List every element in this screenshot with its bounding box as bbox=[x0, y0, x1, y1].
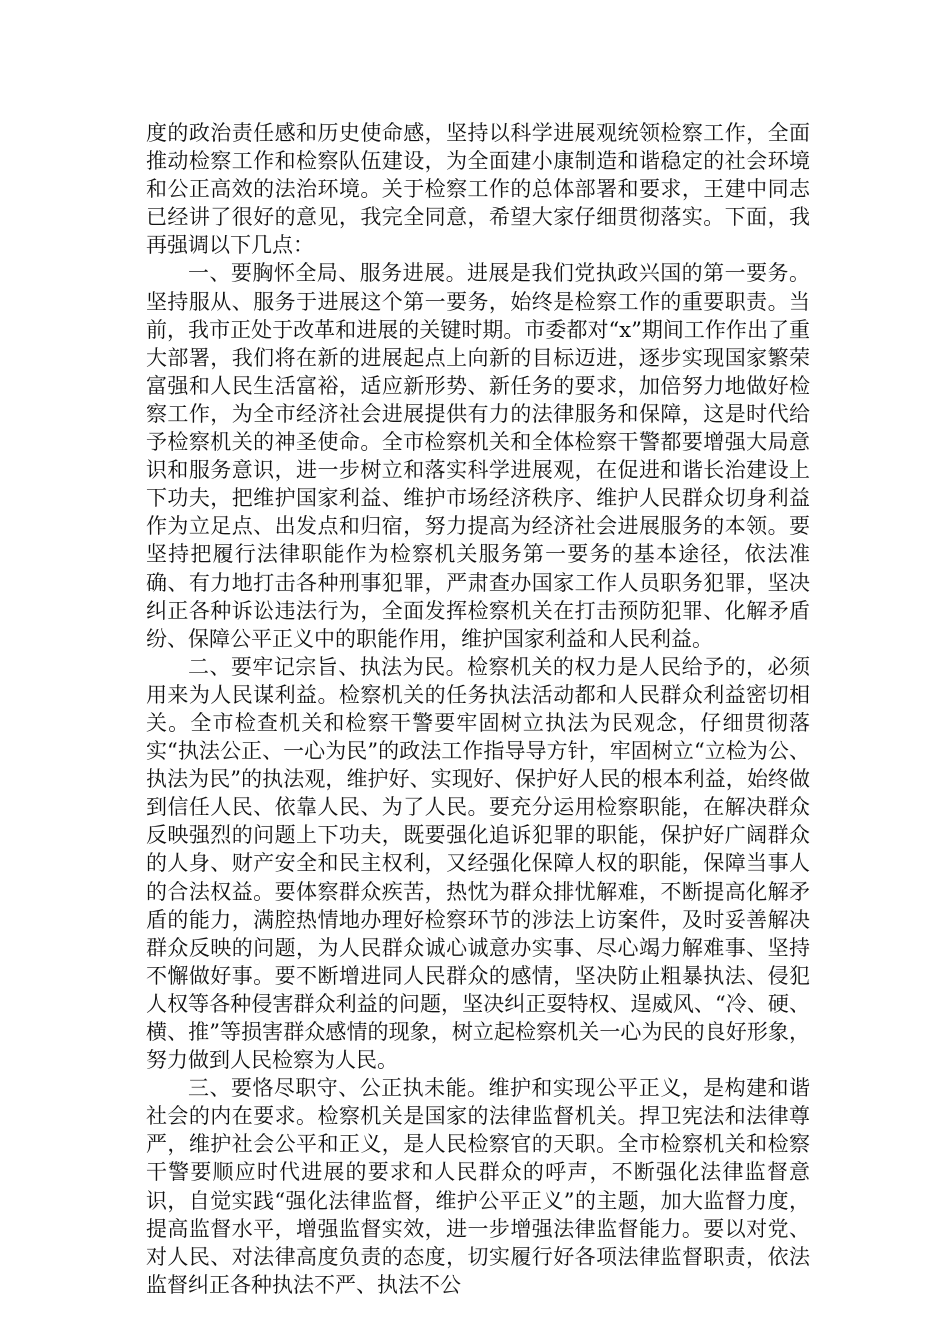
paragraph-continuation: 度的政治责任感和历史使命感，坚持以科学进展观统领检察工作，全面推动检察工作和检察队伍建设，为全面建小康制造和谐稳定的社会环境和公正高效的法治环境。关于检察工作的总体部署和要求，王建中同志已经讲了很好的意见，我完全同意，希望大家仔细贯彻落实。下面，我再强调以下几点： bbox=[146, 121, 810, 258]
paragraph-fairness-justice: 三、要恪尽职守、公正执未能。维护和实现公平正义，是构建和谐社会的内在要求。检察机关是国家的法律监督机关。捍卫宪法和法律尊严，维护社会公平和正义，是人民检察官的天职。全市检察机关和检察干警要顺应时代进展的要求和人民群众的呼声，不断强化法律监督意识，自觉实践“强化法律监督，维护公平正义”的主题，加大监督力度，提高监督水平，增强监督实效，进一步增强法律监督能力。要以对党、对人民、对法律高度负责的态度，切实履行好各项法律监督职责，依法监督纠正各种执法不严、执法不公 bbox=[146, 1076, 810, 1297]
paragraph-law-enforcement-for-people: 二、要牢记宗旨、执法为民。检察机关的权力是人民给予的，必须用来为人民谋利益。检察机关的任务执法活动都和人民群众利益密切相关。全市检查机关和检察干警要牢固树立执法为民观念，仔细贯彻落实“执法公正、一心为民”的政法工作指导导方针，牢固树立“立检为公、执法为民”的执法观，维护好、实现好、保护好人民的根本利益，始终做到信任人民、依靠人民、为了人民。要充分运用检察职能，在解决群众反映强烈的问题上下功夫，既要强化追诉犯罪的职能，保护好广阔群众的人身、财产安全和民主权利，又经强化保障人权的职能，保障当事人的合法权益。要体察群众疾苦，热忱为群众排忧解难，不断提高化解矛盾的能力，满腔热情地办理好检察环节的涉法上访案件，及时妥善解决群众反映的问题，为人民群众诚心诚意办实事、尽心竭力解难事、坚持不懈做好事。要不断增进同人民群众的感情，坚决防止粗暴执法、侵犯人权等各种侵害群众利益的问题，坚决纠正耍特权、逞威风、“冷、硬、横、推”等损害群众感情的现象，树立起检察机关一心为民的良好形象，努力做到人民检察为人民。 bbox=[146, 654, 810, 1073]
document-body bbox=[146, 119, 810, 1299]
paragraph-serve-development: 一、要胸怀全局、服务进展。进展是我们党执政兴国的第一要务。坚持服从、服务于进展这个第一要务，始终是检察工作的重要职责。当前，我市正处于改革和进展的关键时期。市委都对“x”期间工作作出了重大部署，我们将在新的进展起点上向新的目标迈进，逐步实现国家繁荣富强和人民生活富裕，适应新形势、新任务的要求，加倍努力地做好检察工作，为全市经济社会进展提供有力的法律服务和保障，这是时代给予检察机关的神圣使命。全市检察机关和全体检察干警都要增强大局意识和服务意识，进一步树立和落实科学进展观，在促进和谐长治建设上下功夫，把维护国家利益、维护市场经济秩序、维护人民群众切身利益作为立足点、出发点和归宿，努力提高为经济社会进展服务的本领。要坚持把履行法律职能作为检察机关服务第一要务的基本途径，依法准确、有力地打击各种刑事犯罪，严肃查办国家工作人员职务犯罪，坚决纠正各种诉讼违法行为，全面发挥检察机关在打击预防犯罪、化解矛盾纷、保障公平正义中的职能作用，维护国家利益和人民利益。 bbox=[146, 261, 810, 651]
